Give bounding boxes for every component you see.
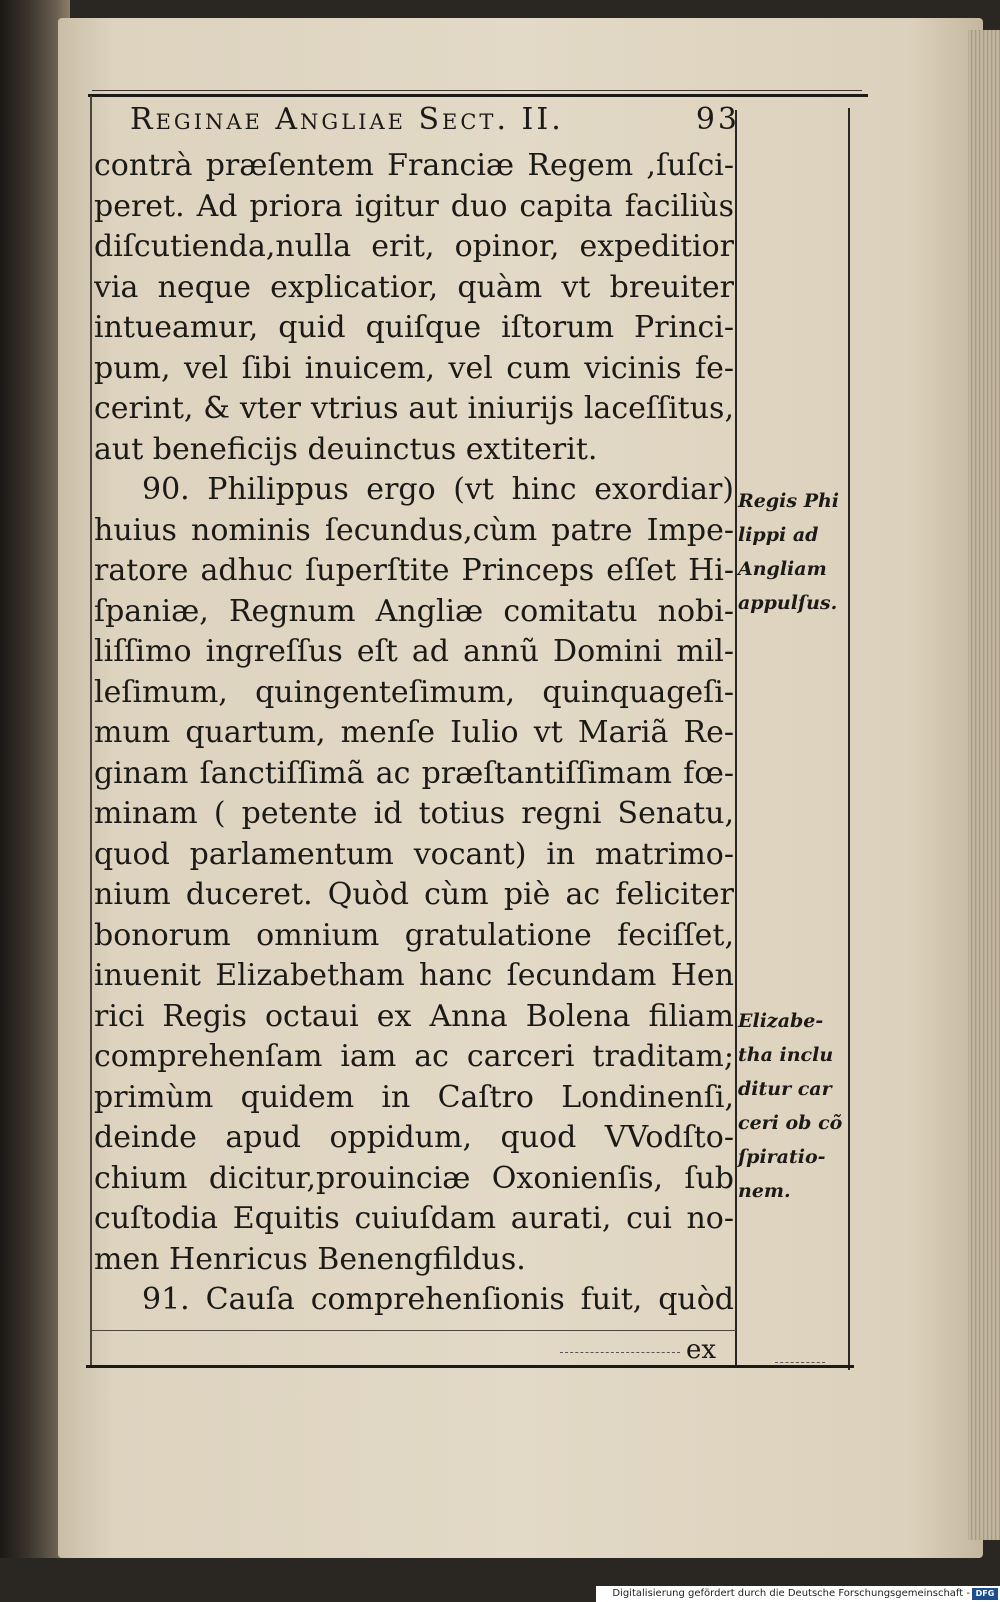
paragraph-start-line: 91. Cauſa comprehenſionis fuit, quòd (142, 1282, 734, 1317)
margin-note-line: nem. (738, 1180, 791, 1202)
margin-note-line: Angliam (738, 558, 827, 580)
margin-note-line: lippi ad (738, 524, 819, 546)
text-line: ſpaniæ, Regnum Angliæ comitatu nobi- (94, 593, 734, 629)
text-line: bonorum omnium gratulatione feciſſet, (94, 917, 734, 953)
catchword: ex (686, 1335, 717, 1365)
text-line: peret. Ad priora igitur duo capita faciliùs (94, 188, 734, 224)
dfg-logo: DFG (972, 1588, 998, 1600)
frame-margin-divider (735, 110, 737, 1365)
text-line: mum quartum, menſe Iulio vt Mariã Re- (94, 715, 734, 750)
text-line: pum, vel ſibi inuicem, vel cum vicinis fe- (94, 350, 734, 386)
text-line: cerint, & vter vtrius aut iniurijs laceſſitus, (94, 391, 734, 426)
margin-note-line: tha inclu (738, 1044, 834, 1066)
footer-dashes (560, 1352, 680, 1353)
frame-top-rule (88, 94, 868, 97)
margin-note-line: appulſus. (738, 592, 838, 614)
frame-bottom-rule (86, 1365, 854, 1368)
text-line: aut beneficijs deuinctus extiterit. (94, 431, 598, 467)
frame-top-thin-rule (92, 90, 862, 91)
text-line: cuſtodia Equitis cuiuſdam aurati, cui no- (94, 1201, 734, 1236)
frame-foot-rule (92, 1330, 736, 1331)
text-line: liſſimo ingreſſus eſt ad annũ Domini mil- (94, 634, 734, 669)
text-line: chium dicitur,prouinciæ Oxonienſis, ſub (94, 1160, 734, 1196)
text-line: primùm quidem in Caſtro Londinenſi, (94, 1079, 734, 1115)
digitization-credit: Digitalisierung gefördert durch die Deutsche Forschungsgemeinschaft - (596, 1586, 1000, 1602)
margin-note-line: Elizabe- (738, 1010, 824, 1032)
running-title: Reginae Angliae Sect. II. (130, 102, 564, 137)
text-line: quod parlamentum vocant) in matrimo- (94, 836, 734, 872)
text-line: ratore adhuc ſuperſtite Princeps eſſet Hi- (94, 553, 734, 588)
margin-note-line: ſpiratio- (738, 1146, 826, 1168)
margin-note-line: ditur car (738, 1078, 832, 1100)
text-line: contrà præſentem Franciæ Regem ,ſuſci- (94, 148, 734, 183)
margin-note-line: Regis Phi (738, 490, 840, 512)
body-text (94, 146, 734, 1321)
text-line: minam ( petente id totius regni Senatu, (94, 796, 734, 831)
paragraph-start-line: 90. Philippus ergo (vt hinc exordiar) (142, 472, 734, 507)
running-header (130, 100, 740, 140)
footer-dashes-right (775, 1362, 825, 1363)
text-line: via neque explicatior, quàm vt breuiter (94, 269, 734, 305)
text-line: comprehenſam iam ac carceri traditam; (94, 1039, 734, 1074)
text-line: huius nominis ſecundus,cùm patre Impe- (94, 512, 734, 548)
frame-left-rule (90, 96, 92, 1366)
text-line: ginam ſanctiſſimã ac præſtantiſſimam fœ- (94, 755, 734, 791)
text-line: men Henricus Benengfildus. (94, 1241, 526, 1277)
text-line: leſimum, quingenteſimum, quinquageſi- (94, 674, 734, 710)
margin-note-line: ceri ob cõ (738, 1112, 843, 1134)
text-line: rici Regis octaui ex Anna Bolena filiam (94, 998, 734, 1034)
margin-note-elizabetha (738, 1004, 850, 1208)
page-stack-edge (968, 30, 1000, 1540)
text-line: nium duceret. Quòd cùm piè ac feliciter (94, 877, 734, 912)
text-line: intueamur, quid quiſque iſtorum Princi- (94, 310, 734, 345)
page-number: 93 (695, 102, 740, 137)
margin-note-philippi (738, 484, 850, 620)
text-line: inuenit Elizabetham hanc ſecundam Hen (94, 958, 734, 993)
text-line: diſcutienda,nulla erit, opinor, expeditior (94, 229, 734, 264)
text-line: deinde apud oppidum, quod VVodſto- (94, 1120, 734, 1155)
